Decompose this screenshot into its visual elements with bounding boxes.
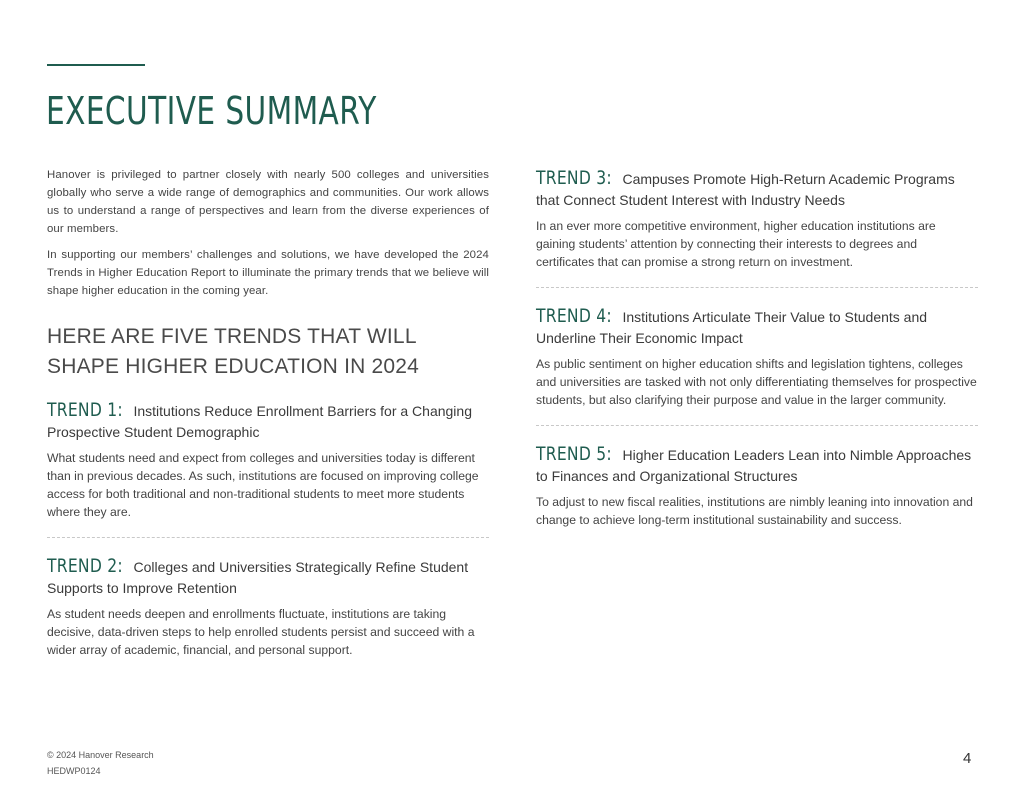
trend-heading — [47, 556, 489, 599]
trend-body: As student needs deepen and enrollments fluctuate, institutions are taking decisive, data-driven steps to help enrolled students persist and succeed with a wider array of academic, financial, and personal support. — [47, 607, 475, 657]
title-accent-rule — [47, 64, 145, 66]
trend-label: TREND 4: — [536, 305, 612, 327]
intro-paragraph-1: Hanover is privileged to partner closely with nearly 500 colleges and universities globally who serve a wide range of demographics and communities. Our work allows us to understand a range of perspectives and learn from the diverse experiences of our members. — [47, 169, 489, 235]
trend-body: What students need and expect from colleges and universities today is different than in previous decades. As such, institutions are focused on improving college access for both traditional and non-traditional students to meet more students where they are. — [47, 451, 479, 519]
trend-2 — [47, 556, 489, 659]
trend-body: To adjust to new fiscal realities, institutions are nimbly leaning into innovation and change to achieve long-term institutional sustainability and success. — [536, 495, 973, 527]
trend-title: Campuses Promote High-Return Academic Programs that Connect Student Interest with Industry Needs — [536, 171, 955, 208]
trend-body: As public sentiment on higher education shifts and legislation tightens, colleges and universities are tasked with not only differentiating themselves for prospective students, but also clarifying their purpose and value in the larger community. — [536, 357, 977, 407]
footer-copyright: © 2024 Hanover Research — [47, 750, 154, 760]
trend-title: Institutions Articulate Their Value to Students and Underline Their Economic Impact — [536, 309, 928, 346]
trend-heading — [536, 306, 978, 349]
footer-document-code: HEDWP0124 — [47, 766, 101, 776]
trend-4 — [536, 306, 978, 409]
trend-heading — [536, 444, 978, 487]
right-column — [536, 166, 978, 529]
trend-heading — [47, 400, 489, 443]
five-trends-heading: HERE ARE FIVE TRENDS THAT WILL SHAPE HIGHER EDUCATION IN 2024 — [47, 325, 420, 378]
trend-5 — [536, 444, 978, 529]
trend-label: TREND 5: — [536, 443, 612, 465]
trend-title: Colleges and Universities Strategically Refine Student Supports to Improve Retention — [47, 559, 469, 596]
trend-label: TREND 2: — [47, 555, 123, 577]
trend-separator — [47, 537, 489, 538]
intro-paragraph-2: In supporting our members’ challenges and solutions, we have developed the 2024 Trends in Higher Education Report to illuminate the primary trends that we believe will shape higher education in the coming year. — [47, 249, 489, 297]
trend-1 — [47, 400, 489, 521]
trend-body: In an ever more competitive environment, higher education institutions are gaining students’ attention by connecting their interests to degrees and certificates that can promise a strong return on investment. — [536, 219, 936, 269]
page-number: 4 — [963, 750, 972, 767]
left-column — [47, 166, 489, 659]
trend-label: TREND 1: — [47, 399, 123, 421]
trend-heading — [536, 168, 978, 211]
trend-separator — [536, 287, 978, 288]
trend-title: Higher Education Leaders Lean into Nimble Approaches to Finances and Organizational Structures — [536, 447, 972, 484]
trend-separator — [536, 425, 978, 426]
trend-title: Institutions Reduce Enrollment Barriers for a Changing Prospective Student Demographic — [47, 403, 472, 440]
page-title: EXECUTIVE SUMMARY — [46, 89, 377, 133]
trend-label: TREND 3: — [536, 167, 612, 189]
trend-3 — [536, 168, 978, 271]
